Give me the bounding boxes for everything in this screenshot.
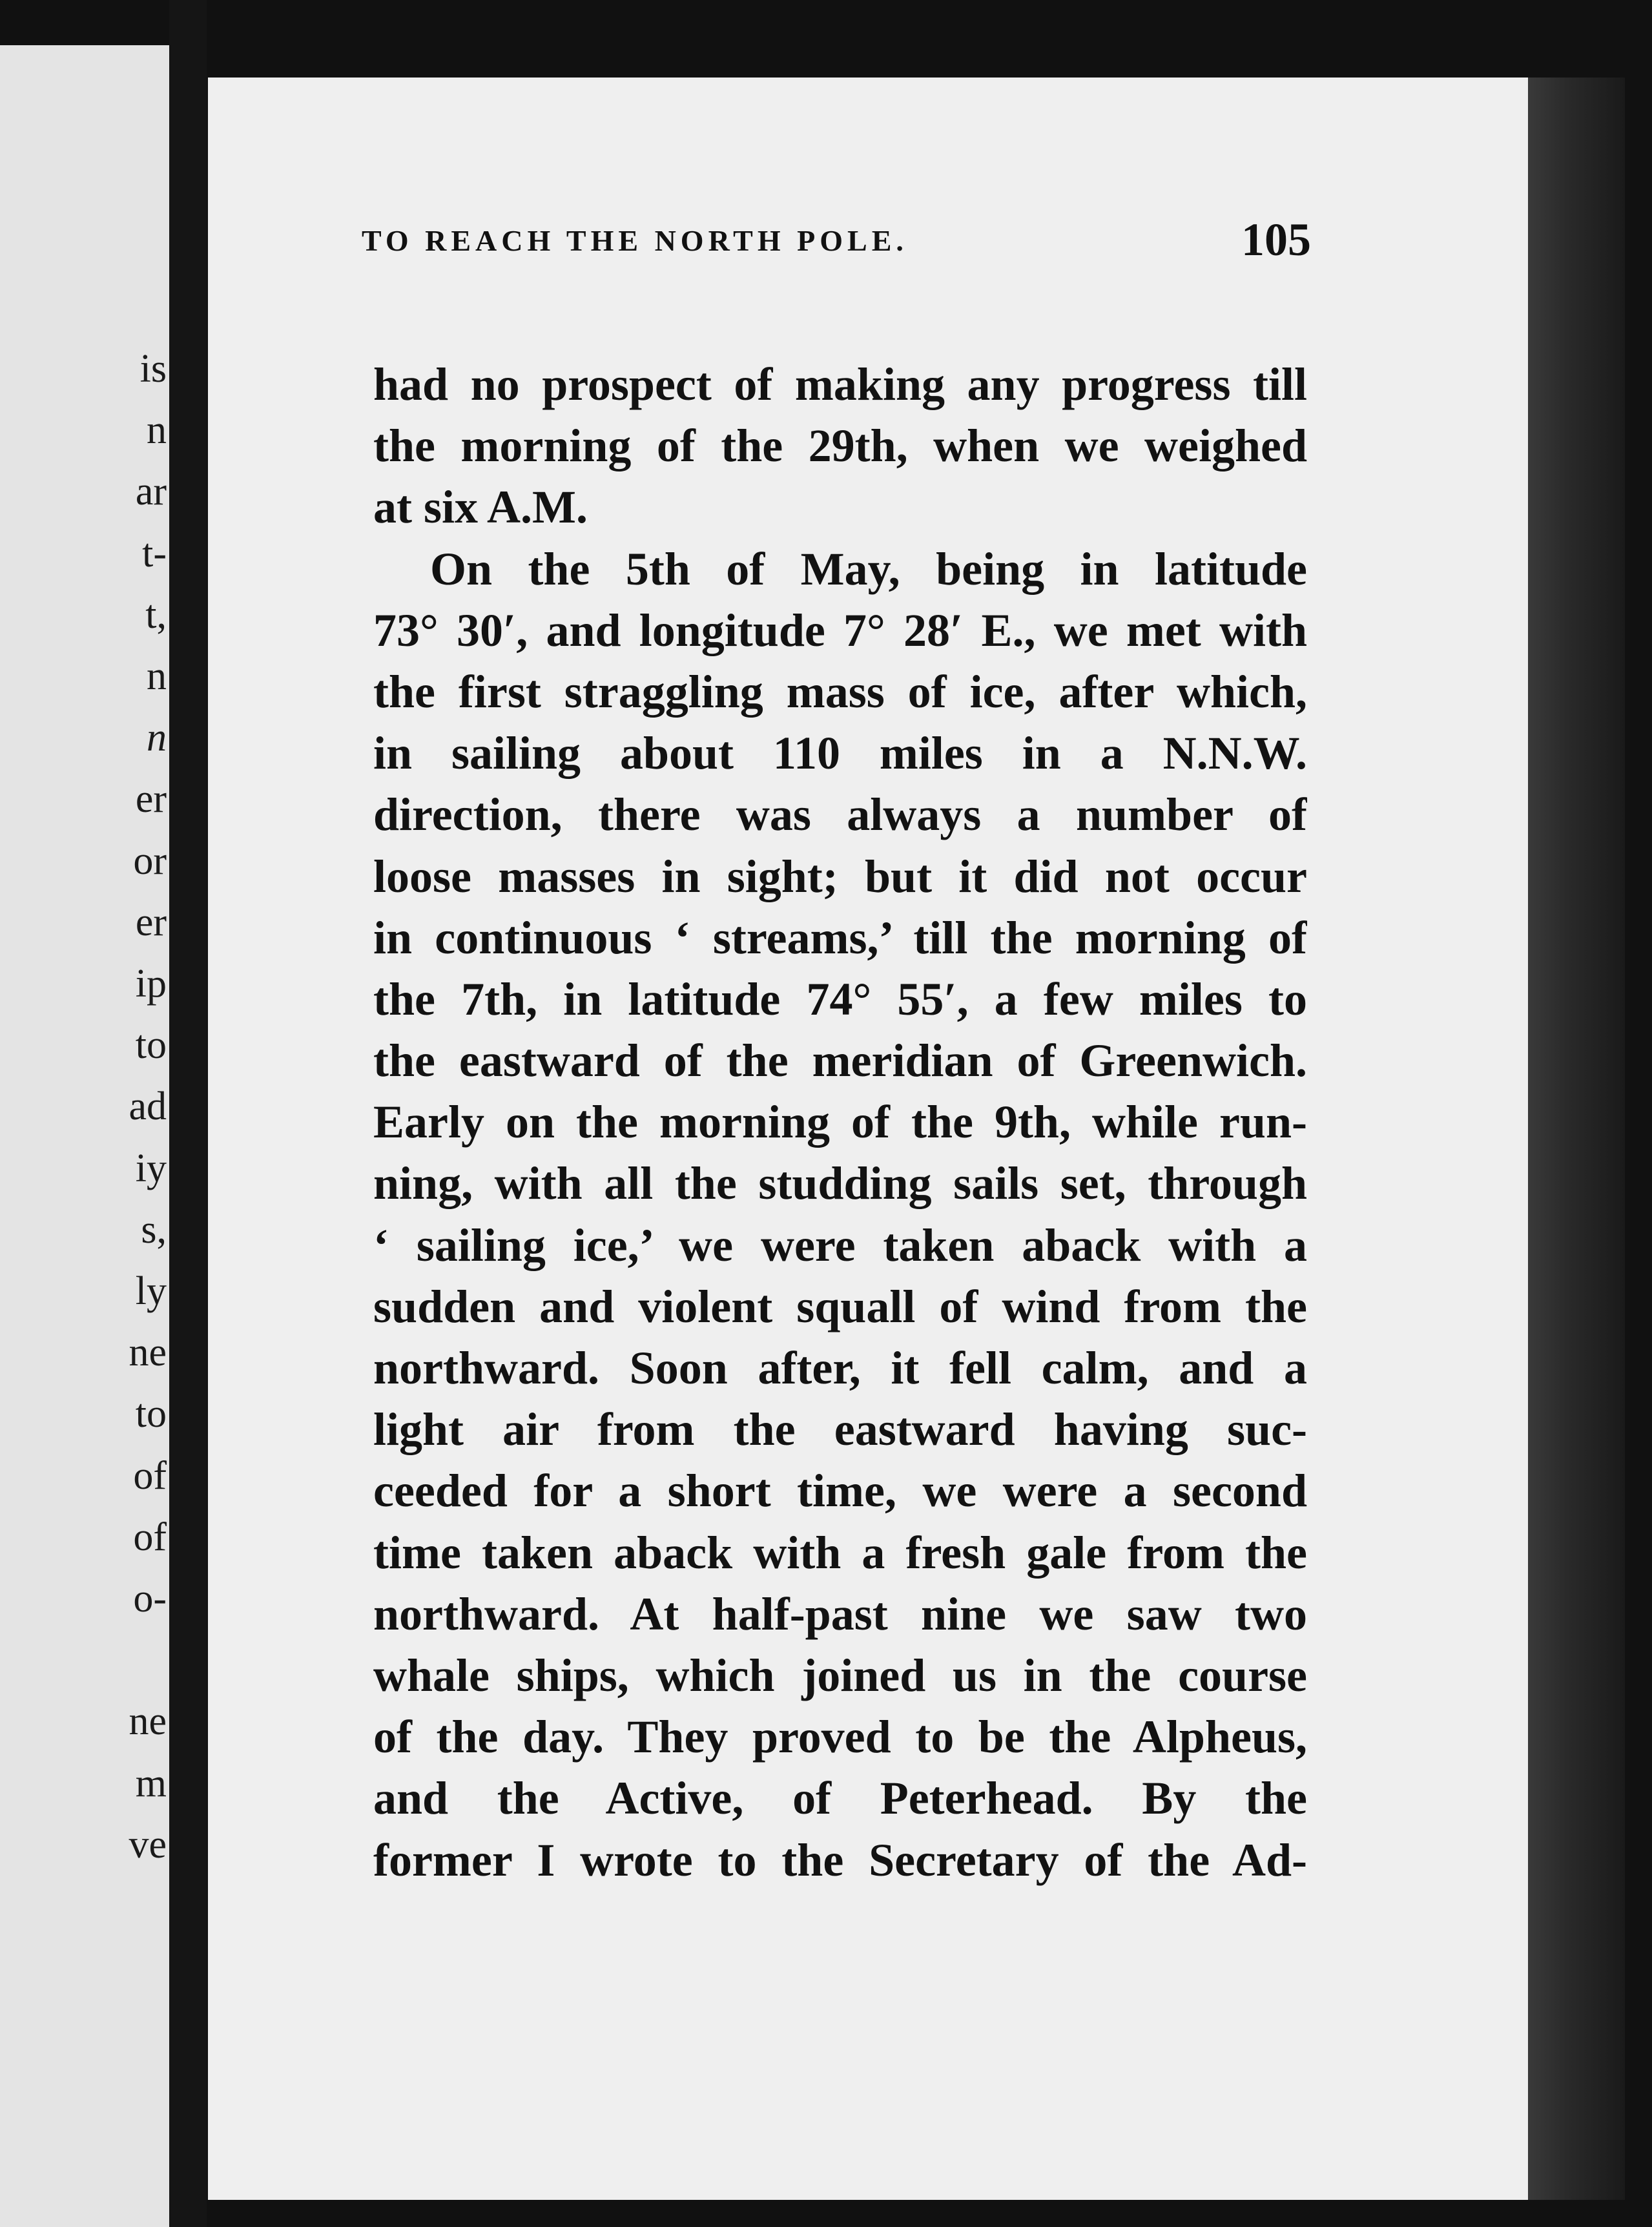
left-page-fragment: ly xyxy=(135,1269,167,1313)
page-number: 105 xyxy=(1241,214,1311,265)
left-page-fragment: ve xyxy=(129,1822,167,1867)
left-page-fragment: of xyxy=(133,1453,167,1498)
text-line: whale ships, which joined us in the course xyxy=(373,1649,1307,1701)
left-page-fragment: is xyxy=(139,347,167,391)
text-line: of the day. They proved to be the Alpheus, xyxy=(373,1711,1307,1763)
text-line: Early on the morning of the 9th, while run- xyxy=(373,1096,1307,1148)
left-page-fragment: n xyxy=(147,716,167,760)
left-page-fragment: of xyxy=(133,1515,167,1559)
text-line: the 7th, in latitude 74° 55′, a few miles to xyxy=(373,973,1307,1025)
text-line: light air from the eastward having suc- xyxy=(373,1404,1307,1456)
left-page-fragment: ad xyxy=(129,1084,167,1129)
text-line: had no prospect of making any progress till xyxy=(373,358,1307,410)
running-head xyxy=(342,208,1311,266)
text-line: time taken aback with a fresh gale from the xyxy=(373,1526,1307,1579)
text-line: On the 5th of May, being in latitude xyxy=(430,543,1307,595)
text-line: ning, with all the studding sails set, through xyxy=(373,1157,1307,1210)
body-text xyxy=(373,354,1307,1891)
text-line: the morning of the 29th, when we weighed xyxy=(373,420,1307,472)
text-line: loose masses in sight; but it did not occur xyxy=(373,850,1307,902)
left-page-fragment: t- xyxy=(142,531,167,575)
running-title: TO REACH THE NORTH POLE. xyxy=(362,224,908,257)
previous-page-edge xyxy=(0,45,169,2227)
text-line: the eastward of the meridian of Greenwich. xyxy=(373,1035,1307,1087)
left-page-fragment: er xyxy=(135,777,167,822)
left-page-fragment: o- xyxy=(133,1577,167,1621)
text-line: the first straggling mass of ice, after which, xyxy=(373,665,1307,718)
text-line: northward. At half-past nine we saw two xyxy=(373,1588,1307,1640)
text-line: former I wrote to the Secretary of the Ad- xyxy=(373,1834,1307,1886)
page-edge-shadow xyxy=(1528,78,1625,2200)
text-line: in sailing about 110 miles in a N.N.W. xyxy=(373,727,1307,780)
left-page-fragment: to xyxy=(135,1023,167,1068)
left-page-fragment: er xyxy=(135,900,167,944)
left-page-fragment: or xyxy=(133,838,167,883)
text-line: 73° 30′, and longitude 7° 28′ E., we met with xyxy=(373,604,1307,656)
left-page-fragment: to xyxy=(135,1392,167,1436)
text-line: direction, there was always a number of xyxy=(373,789,1307,841)
left-page-fragment: m xyxy=(135,1761,167,1805)
text-line: and the Active, of Peterhead. By the xyxy=(373,1772,1307,1825)
text-line: in continuous ‘ streams,’ till the morning of xyxy=(373,911,1307,964)
text-line: northward. Soon after, it fell calm, and a xyxy=(373,1342,1307,1394)
left-page-fragment: ne xyxy=(129,1331,167,1375)
left-page-fragment: s, xyxy=(141,1207,167,1252)
left-page-fragment: ar xyxy=(135,470,167,514)
text-line: ‘ sailing ice,’ we were taken aback with a xyxy=(373,1219,1307,1271)
left-page-fragment: t, xyxy=(145,592,167,637)
left-page-fragment: iy xyxy=(135,1146,167,1190)
left-page-fragment: n xyxy=(147,654,167,698)
text-line: ceeded for a short time, we were a second xyxy=(373,1465,1307,1517)
book-gutter xyxy=(169,0,207,2227)
text-line: sudden and violent squall of wind from the xyxy=(373,1280,1307,1332)
left-page-fragment: ip xyxy=(135,962,167,1006)
left-page-fragment: ne xyxy=(129,1699,167,1744)
left-page-fragment: n xyxy=(147,408,167,453)
text-line: at six A.M. xyxy=(373,481,588,533)
